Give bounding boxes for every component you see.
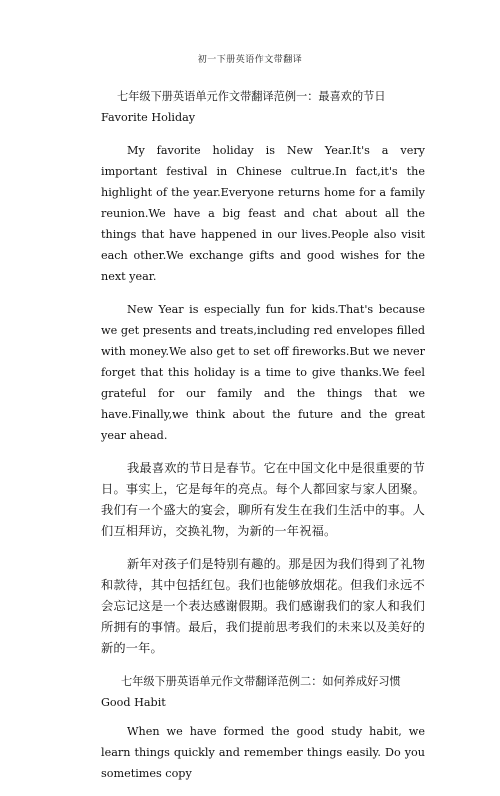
paragraph-english-2: New Year is especially fun for kids.That's because we get presents and treats,including red envelopes filled with money.We also get to set off fireworks.But we never forget that this holiday is a time to give thanks.We feel grateful for our family and the things that we have.Finally,we think about the future and the great year ahead. [101,303,425,442]
page-header: 初一下册英语作文带翻译 [197,55,303,65]
document-body [101,86,425,796]
paragraph-english-1: My favorite holiday is New Year.It's a very important festival in Chinese cultrue.In fact,it's the highlight of the year.Everyone returns home for a family reunion.We have a big feast and chat about all the things that have happened in our lives.People also visit each other.We exchange gifts and good wishes for the next year. [101,144,425,283]
paragraph-chinese-2: 新年对孩子们是特别有趣的。那是因为我们得到了礼物和款待，其中包括红包。我们也能够放烟花。但我们永远不会忘记这是一个表达感谢假期。我们感谢我们的家人和我们所拥有的事情。最后，我们提前思考我们的未来以及美好的新的一年。 [101,557,425,655]
section-heading-1: 七年级下册英语单元作文带翻译范例一：最喜欢的节日 Favorite Holiday [101,90,386,124]
section-heading-2: 七年级下册英语单元作文带翻译范例二：如何养成好习惯 Good Habit [101,675,401,709]
paragraph-chinese-1: 我最喜欢的节日是春节。它在中国文化中是很重要的节日。事实上，它是每年的亮点。每个人都回家与家人团聚。我们有一个盛大的宴会，聊所有发生在我们生活中的事。人们互相拜访，交换礼物，为新的一年祝福。 [101,461,425,538]
paragraph-english-3: When we have formed the good study habit, we learn things quickly and remember things easily. Do you sometimes copy [101,725,425,780]
